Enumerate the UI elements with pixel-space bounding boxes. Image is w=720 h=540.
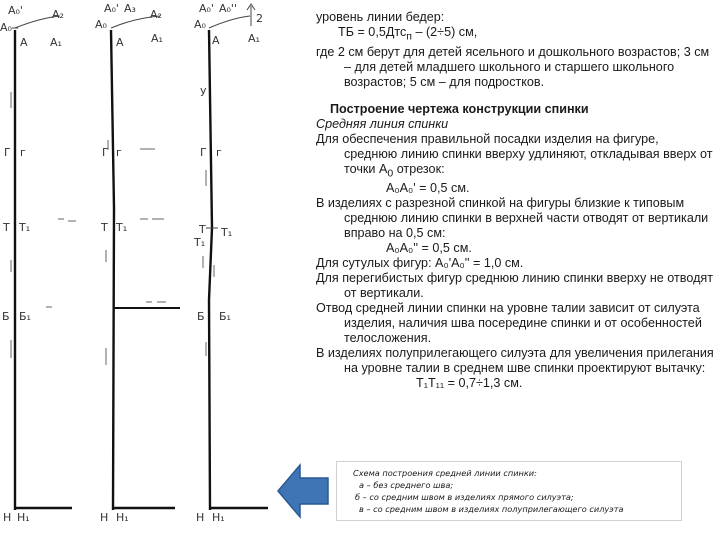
label-b-c: Б bbox=[197, 310, 205, 323]
label-a-c: А bbox=[212, 34, 220, 47]
paragraph-4: Для перегибистых фигур среднюю линию спинки вверху не отводят от вертикали. bbox=[316, 271, 714, 301]
construction-drawings bbox=[0, 0, 312, 540]
label-b: Б bbox=[2, 310, 10, 323]
paragraph-5: Отвод средней линии спинки на уровне талии зависит от силуэта изделия, наличия шва посередине спинки и от особенностей телосложения. bbox=[316, 301, 702, 346]
label-b1-c: Б₁ bbox=[219, 310, 231, 323]
paragraph-2: В изделиях с разрезной спинкой на фигуры близкие к типовым среднюю линию спинки в верхней части отводят от вертикали вправо на 0,5 см: bbox=[316, 196, 709, 241]
label-a0-c: А₀ bbox=[194, 18, 206, 31]
hip-level-label: уровень линии бедер: bbox=[316, 10, 445, 24]
label-g: Г bbox=[4, 146, 11, 159]
label-a2-b: А₂ bbox=[150, 8, 162, 21]
center-back-line-c bbox=[209, 30, 212, 510]
label-a: А bbox=[20, 36, 28, 49]
drawing-b bbox=[95, 2, 180, 524]
formula-1: А₀А₀' = 0,5 см. bbox=[386, 181, 470, 196]
paragraph-3: Для сутулых фигур: А₀'А₀'' = 1,0 см. bbox=[316, 256, 524, 271]
drawing-c bbox=[193, 2, 268, 524]
center-back-line-b bbox=[111, 30, 114, 510]
label-g-small-c: г bbox=[216, 146, 222, 159]
label-n1: Н₁ bbox=[17, 511, 30, 524]
caption-item-v: в – со средним швом в изделиях полуприлегающего силуэта bbox=[359, 504, 624, 514]
label-n1-b: Н₁ bbox=[116, 511, 129, 524]
formula-3: Т₁Т₁₁ = 0,7÷1,3 см. bbox=[416, 376, 523, 391]
left-arrow-icon bbox=[276, 461, 330, 521]
label-n: Н bbox=[3, 511, 12, 524]
caption-item-b: б – со средним швом в изделиях прямого силуэта; bbox=[355, 492, 574, 502]
label-a0-b: А₀ bbox=[95, 18, 107, 31]
label-b1: Б₁ bbox=[19, 310, 31, 323]
label-a0p-c: А₀' bbox=[199, 2, 214, 15]
figure-caption bbox=[336, 461, 682, 521]
label-a2: А₂ bbox=[52, 8, 64, 21]
label-a0p-b: А₀' bbox=[104, 2, 119, 15]
label-t: Т bbox=[3, 221, 10, 234]
label-a3-b: А₃ bbox=[124, 2, 136, 15]
section-subheading: Средняя линия спинки bbox=[316, 116, 449, 131]
hip-formula: ТБ = 0,5Дтс$_п$ – (2÷5) см, bbox=[338, 25, 478, 43]
label-t-c: Т bbox=[199, 223, 206, 236]
formula-2: А₀А₀'' = 0,5 см. bbox=[386, 241, 472, 256]
label-g-small-b: г bbox=[116, 146, 122, 159]
label-two-c: 2 bbox=[256, 12, 263, 25]
section-heading: Построение чертежа конструкции спинки bbox=[330, 101, 589, 116]
paragraph-1: Для обеспечения правильной посадки изделия на фигуре, среднюю линию спинки вверху удлиняют, откладывая вверх от точки $А_0$ отрезок: bbox=[316, 131, 713, 180]
text-column bbox=[316, 10, 714, 391]
label-a0: А₀ bbox=[0, 21, 12, 34]
label-n-c: Н bbox=[196, 511, 205, 524]
label-a-b: А bbox=[116, 36, 124, 49]
caption-title: Схема построения средней линии спинки: bbox=[353, 468, 537, 478]
label-g-c: Г bbox=[200, 146, 207, 159]
hip-note: где 2 см берут для детей ясельного и дошкольного возрастов; 3 см – для детей младшего школьного и старшего школьного возрастов; 5 см – для подростков. bbox=[316, 44, 710, 89]
label-t1-c: Т₁ bbox=[221, 226, 233, 239]
label-a0p: А₀' bbox=[8, 4, 23, 17]
label-n-b: Н bbox=[100, 511, 109, 524]
drawing-a bbox=[0, 4, 76, 524]
label-a1-b: А₁ bbox=[151, 32, 163, 45]
label-g-b: Г bbox=[102, 146, 109, 159]
label-t1: Т₁ bbox=[19, 221, 31, 234]
label-n1-c: Н₁ bbox=[212, 511, 225, 524]
label-a0pp-c: А₀'' bbox=[219, 2, 237, 15]
label-t-b: Т bbox=[101, 221, 108, 234]
paragraph-6: В изделиях полуприлегающего силуэта для увеличения прилегания на уровне талии в среднем шве спинки проектируют вытачку: bbox=[316, 346, 714, 376]
label-a1-c: А₁ bbox=[248, 32, 260, 45]
label-u-c: у bbox=[200, 84, 207, 97]
label-a1: А₁ bbox=[50, 36, 62, 49]
label-t1-b: Т₁ bbox=[116, 221, 128, 234]
label-g-small: г bbox=[20, 146, 26, 159]
caption-item-a: а – без среднего шва; bbox=[359, 480, 454, 490]
label-t11-c: Т₁ bbox=[194, 236, 206, 249]
